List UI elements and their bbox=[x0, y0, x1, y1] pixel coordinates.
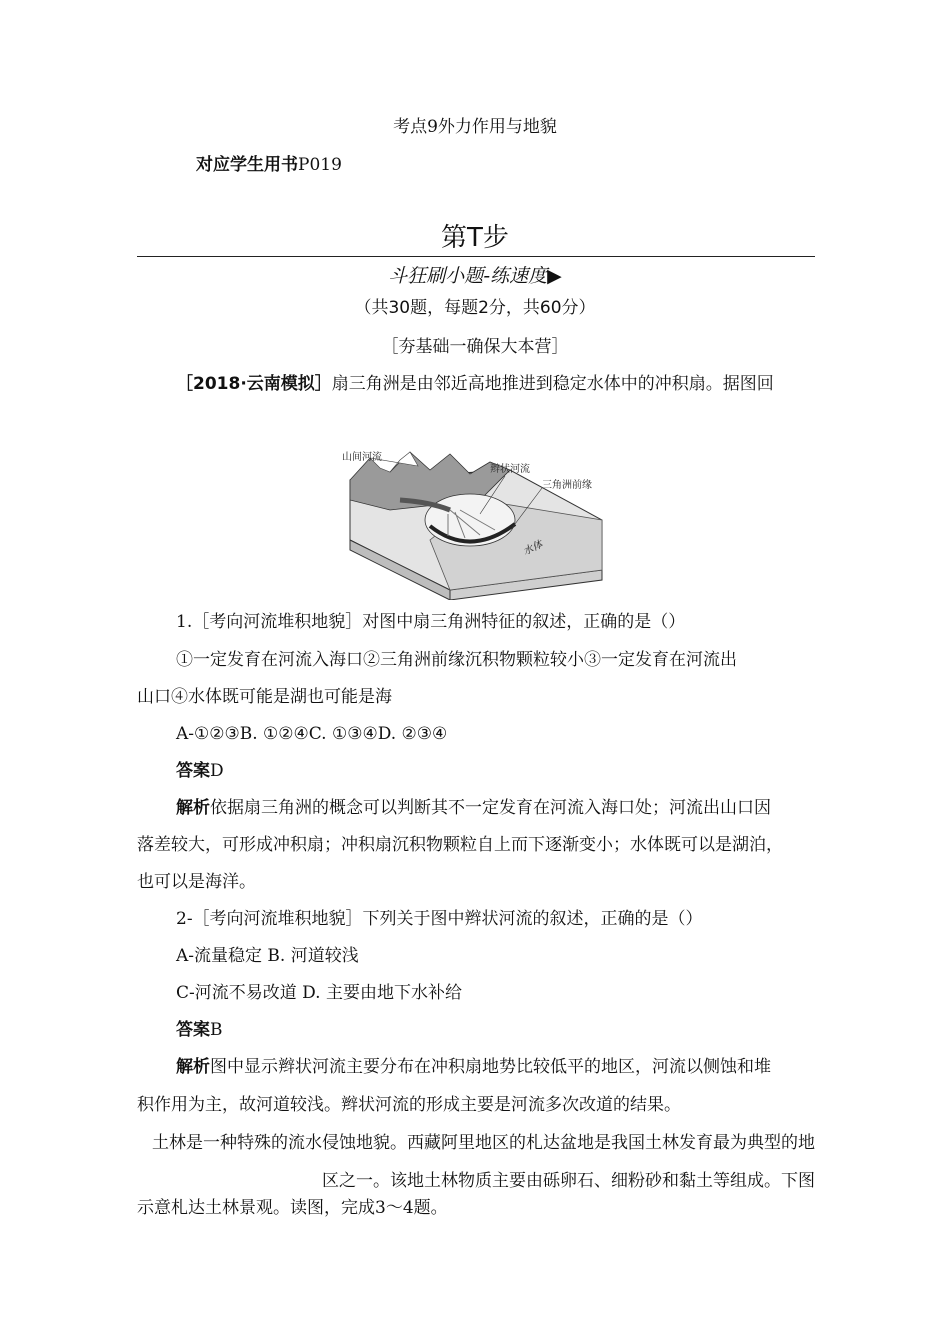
section-subtitle: 斗狂刷小题-练速度▶ bbox=[388, 265, 562, 287]
q1-analysis-line1 bbox=[176, 797, 771, 819]
q1-stem: 1.［考向河流堆积地貌］对图中扇三角洲特征的叙述，正确的是（） bbox=[176, 612, 686, 632]
document-title: 考点9外力作用与地貌 bbox=[393, 117, 557, 137]
label-braided-river: 辫状河流 bbox=[490, 464, 530, 475]
passage2-line2: 区之一。该地土林物质主要由砾卵石、细粉砂和黏土等组成。下图 bbox=[322, 1171, 815, 1191]
reference-page: P019 bbox=[298, 155, 342, 175]
passage2-line1: 土林是一种特殊的流水侵蚀地貌。西藏阿里地区的札达盆地是我国土林发育最为典型的地 bbox=[152, 1133, 815, 1153]
scoring-note: （共30题，每题2分，共60分） bbox=[354, 298, 596, 318]
intro-text: 扇三角洲是由邻近高地推进到稳定水体中的冲积扇。据图回 bbox=[331, 374, 774, 394]
q1-answer bbox=[176, 760, 224, 782]
q1-answer-value: D bbox=[210, 761, 224, 781]
reference-line bbox=[196, 154, 342, 176]
q2-choices-line1: A-流量稳定 B. 河道较浅 bbox=[176, 946, 359, 966]
q1-analysis-line3: 也可以是海洋。 bbox=[137, 872, 256, 892]
q2-analysis-line2: 积作用为主，故河道较浅。辫状河流的形成主要是河流多次改道的结果。 bbox=[137, 1095, 681, 1115]
category-label: ［夯基础一确保大本营］ bbox=[381, 337, 569, 357]
q2-answer-label: 答案 bbox=[176, 1020, 210, 1040]
step-title: 第T步 bbox=[441, 223, 509, 253]
q2-analysis-label: 解析 bbox=[176, 1057, 210, 1077]
intro-paragraph bbox=[176, 373, 774, 395]
intro-source: ［2018·云南模拟］ bbox=[176, 374, 332, 394]
q1-analysis-line2: 落差较大，可形成冲积扇；冲积扇沉积物颗粒自上而下逐渐变小；水体既可以是湖泊， bbox=[137, 835, 783, 855]
q1-analysis-text1: 依据扇三角洲的概念可以判断其不一定发育在河流入海口处；河流出山口因 bbox=[210, 798, 771, 818]
q2-analysis-text1: 图中显示辫状河流主要分布在冲积扇地势比较低平的地区，河流以侧蚀和堆 bbox=[210, 1057, 771, 1077]
reference-label: 对应学生用书 bbox=[196, 155, 298, 175]
passage2-line3: 示意札达土林景观。读图，完成3〜4题。 bbox=[137, 1198, 448, 1218]
alluvial-fan bbox=[425, 494, 515, 546]
title-rule bbox=[137, 256, 815, 257]
label-water-body: 水体 bbox=[521, 539, 545, 558]
q1-choices: A-①②③B. ①②④C. ①③④D. ②③④ bbox=[176, 724, 448, 744]
q2-stem: 2-［考向河流堆积地貌］下列关于图中辫状河流的叙述，正确的是（） bbox=[176, 909, 703, 929]
q1-options-line2: 山口④水体既可能是湖也可能是海 bbox=[137, 687, 392, 707]
q2-analysis-line1 bbox=[176, 1056, 771, 1078]
q2-answer-value: B bbox=[210, 1020, 223, 1040]
q1-answer-label: 答案 bbox=[176, 761, 210, 781]
fan-delta-diagram bbox=[330, 440, 610, 600]
label-delta-front: 三角洲前缘 bbox=[542, 480, 592, 491]
label-mountain-river: 山间河流 bbox=[342, 452, 382, 463]
q1-options-line1: ①一定发育在河流入海口②三角洲前缘沉积物颗粒较小③一定发育在河流出 bbox=[176, 650, 737, 670]
q2-choices-line2: C-河流不易改道 D. 主要由地下水补给 bbox=[176, 983, 462, 1003]
q1-analysis-label: 解析 bbox=[176, 798, 210, 818]
q2-answer bbox=[176, 1019, 223, 1041]
